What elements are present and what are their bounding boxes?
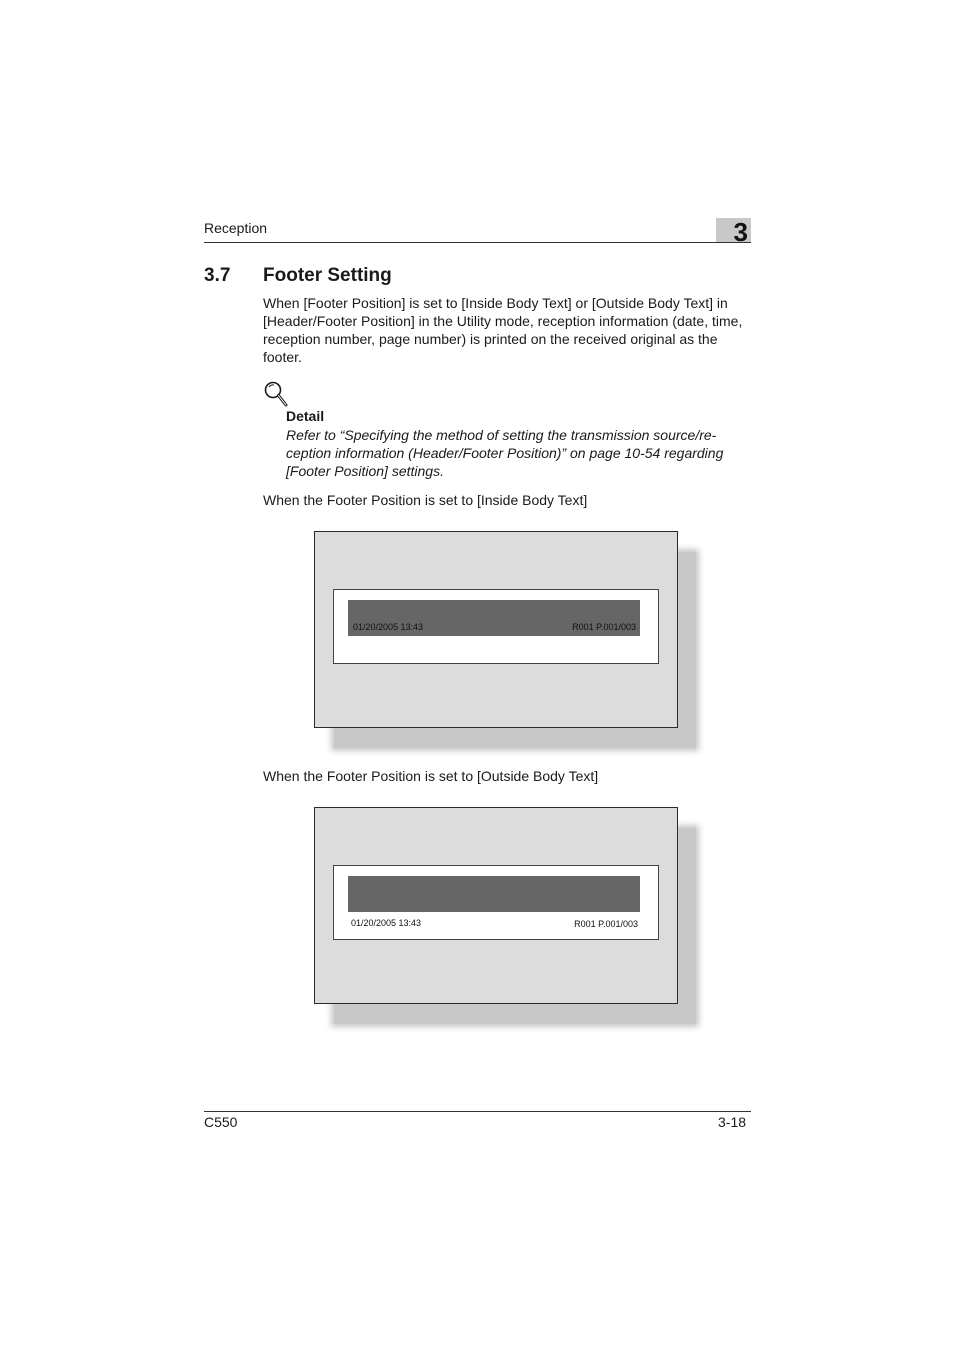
detail-text: Refer to “Specifying the method of setting the transmission source/re-ception information (Header/Footer Position)” on page 10-54 regarding [Footer Position] settings.: [286, 427, 724, 479]
running-head: Reception: [204, 220, 268, 236]
footer-date-time: 01/20/2005 13:43: [353, 622, 424, 632]
detail-label: Detail: [286, 408, 325, 424]
footer-date-time: 01/20/2005 13:43: [351, 918, 422, 928]
body-text-area: [348, 600, 640, 636]
page-number: 3-18: [718, 1114, 747, 1130]
header-rule: [204, 242, 751, 243]
figure-caption-inside: When the Footer Position is set to [Inside Body Text]: [263, 492, 588, 508]
figure-caption-outside: When the Footer Position is set to [Outside Body Text]: [263, 768, 599, 784]
footer-rule: [204, 1111, 751, 1112]
section-title: Footer Setting: [263, 265, 392, 286]
magnifier-icon: [263, 380, 289, 410]
footer-reception-page: R001 P.001/003: [574, 919, 638, 929]
chapter-number: 3: [733, 217, 748, 247]
body-text-area: [348, 876, 640, 912]
chapter-tab: [716, 217, 751, 247]
received-original: [314, 531, 678, 728]
received-original: [314, 807, 678, 1004]
footer-reception-page: R001 P.001/003: [572, 622, 636, 632]
footer-model: C550: [204, 1114, 238, 1130]
printed-area: [333, 589, 659, 664]
printed-area: [333, 865, 659, 940]
section-number: 3.7: [204, 265, 231, 286]
outside-body-illustration: [312, 806, 702, 1026]
inside-body-illustration: [312, 530, 702, 750]
body-paragraph: When [Footer Position] is set to [Inside Body Text] or [Outside Body Text] in [Header/Footer Position] in the Utility mode, reception information (date, time, reception number, page number) is printed on the received original as the footer.: [263, 295, 743, 365]
